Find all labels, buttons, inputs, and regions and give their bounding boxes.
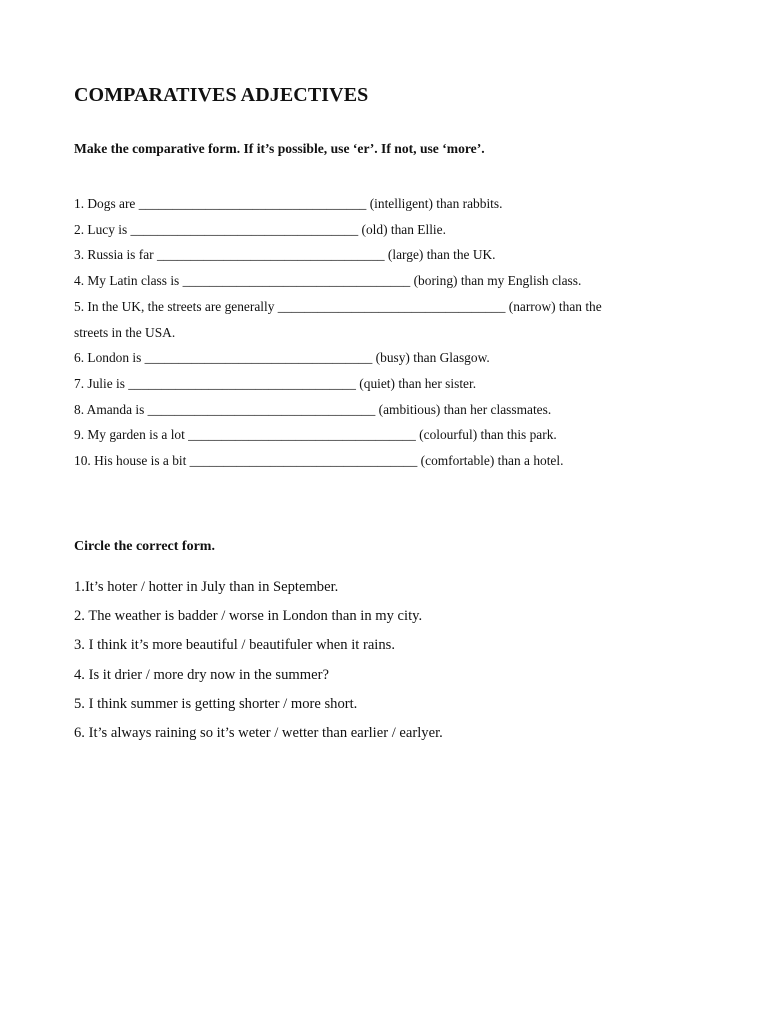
exercise-1-list — [74, 191, 694, 474]
exercise-2-item: 1.It’s hoter / hotter in July than in September. — [74, 579, 339, 595]
exercise-1-item: 4. My Latin class is __________________________________ (boring) than my English class. — [74, 273, 582, 289]
exercise-1-item: 8. Amanda is __________________________________ (ambitious) than her classmates. — [74, 401, 552, 417]
exercise-1-item-continuation: streets in the USA. — [74, 324, 176, 340]
page-title: COMPARATIVES ADJECTIVES — [74, 84, 369, 106]
exercise-1-item: 9. My garden is a lot __________________________________ (colourful) than this park. — [74, 427, 557, 443]
exercise-1-item: 3. Russia is far __________________________________ (large) than the UK. — [74, 247, 496, 263]
exercise-1-item: 2. Lucy is __________________________________ (old) than Ellie. — [74, 221, 446, 237]
exercise-1-item: 5. In the UK, the streets are generally __________________________________ (narrow) than the — [74, 298, 602, 314]
exercise-1-item: 10. His house is a bit __________________________________ (comfortable) than a hotel. — [74, 453, 564, 469]
exercise-2-list — [74, 573, 694, 748]
section-1-instruction: Make the comparative form. If it’s possible, use ‘er’. If not, use ‘more’. — [74, 141, 485, 156]
exercise-2-item: 6. It’s always raining so it’s weter / wetter than earlier / earlyer. — [74, 725, 443, 742]
exercise-2-item: 4. Is it drier / more dry now in the summer? — [74, 666, 329, 683]
exercise-2-item: 2. The weather is badder / worse in London than in my city. — [74, 608, 423, 625]
exercise-2-item: 5. I think summer is getting shorter / more short. — [74, 695, 358, 712]
exercise-1-item: 6. London is __________________________________ (busy) than Glasgow. — [74, 350, 490, 366]
exercise-2-item: 3. I think it’s more beautiful / beautifuler when it rains. — [74, 637, 395, 654]
section-2-instruction: Circle the correct form. — [74, 539, 215, 554]
exercise-1-item: 1. Dogs are __________________________________ (intelligent) than rabbits. — [74, 196, 503, 211]
exercise-1-item: 7. Julie is __________________________________ (quiet) than her sister. — [74, 375, 477, 391]
